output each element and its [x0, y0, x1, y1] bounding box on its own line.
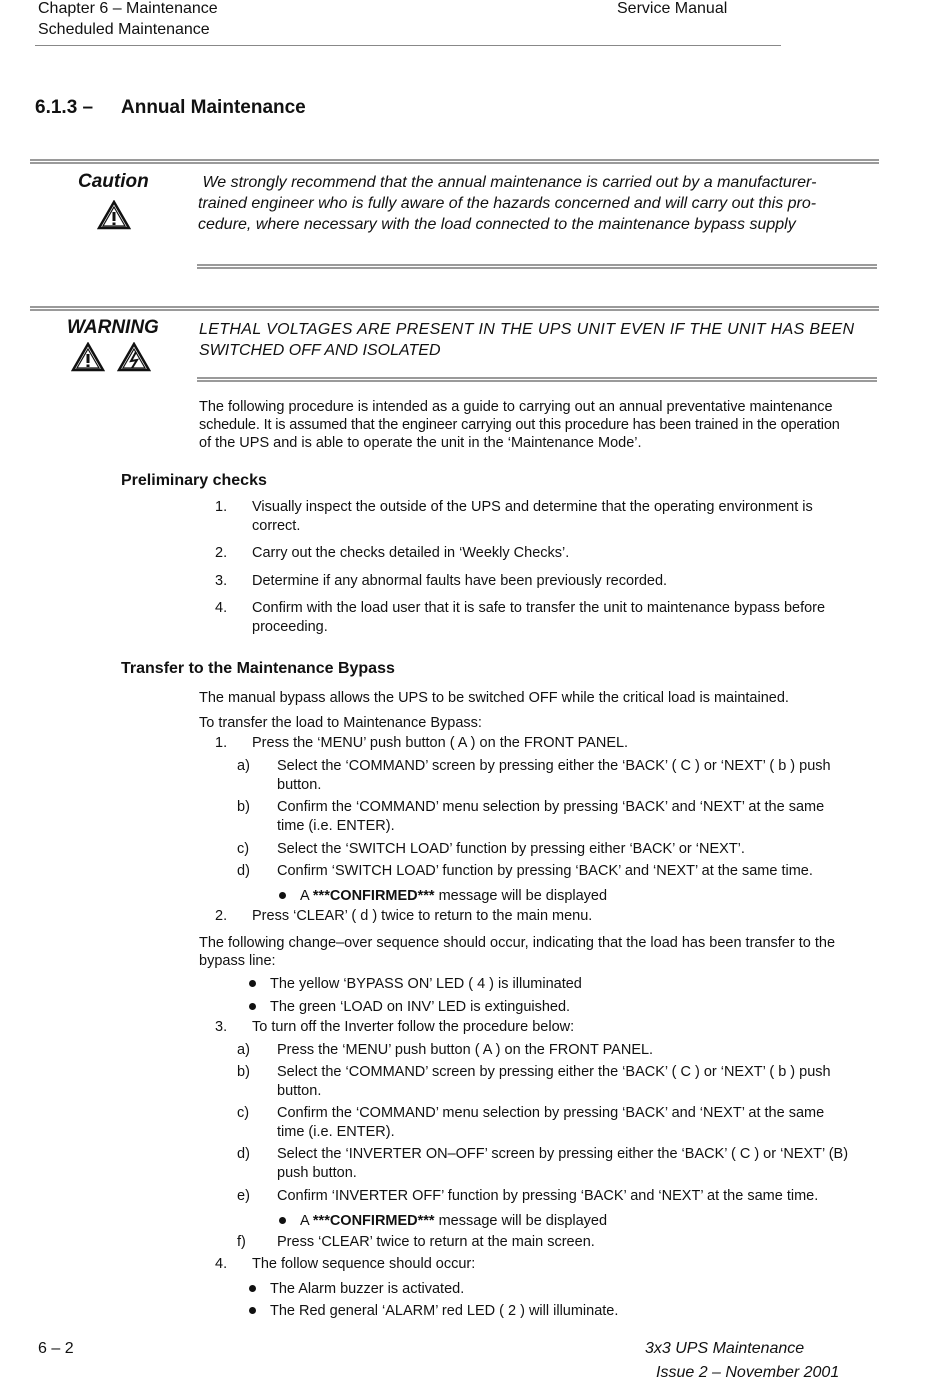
substep-line: Select the ‘INVERTER ON–OFF’ screen by pressing either the ‘BACK’ ( C ) or ‘NEXT’ (B) — [277, 1146, 849, 1162]
bullet-item — [279, 1212, 607, 1231]
caution-line: trained engineer who is fully aware of the hazards concerned and will carry out this pro- — [198, 195, 817, 212]
substep-line: Select the ‘COMMAND’ screen by pressing either the ‘BACK’ ( C ) or ‘NEXT’ ( b ) push — [277, 1064, 831, 1080]
warning-top-rule — [30, 306, 879, 311]
transfer-paragraph: To transfer the load to Maintenance Bypass: — [199, 715, 482, 731]
page-number: 6 – 2 — [38, 1340, 74, 1357]
item-number: 1. — [215, 499, 228, 515]
substep-line: Select the ‘COMMAND’ screen by pressing either the ‘BACK’ ( C ) or ‘NEXT’ ( b ) push — [277, 758, 831, 774]
caution-line: cedure, where necessary with the load connected to the maintenance bypass supply — [198, 216, 796, 233]
changeover-line: The following change–over sequence should occur, indicating that the load has been transfer to the — [199, 935, 836, 951]
warning-text — [199, 319, 883, 361]
confirm-suffix: message will be displayed — [434, 1213, 608, 1229]
item-line: Confirm with the load user that it is safe to transfer the unit to maintenance bypass before — [252, 600, 826, 616]
step-number: 1. — [215, 735, 228, 751]
high-voltage-icon — [117, 342, 151, 372]
substep-letter: e) — [237, 1188, 250, 1204]
bullet-text: The Red general ‘ALARM’ red LED ( 2 ) will illuminate. — [270, 1303, 619, 1319]
item-text — [252, 498, 813, 536]
page-title: Annual Maintenance — [121, 97, 306, 118]
bullet-item — [249, 1280, 464, 1299]
warning-triangle-icon — [71, 342, 105, 372]
bullet-text: The Alarm buzzer is activated. — [270, 1281, 465, 1297]
intro-line: schedule. It is assumed that the engineer carrying out this procedure has been trained in the operation — [199, 417, 840, 433]
step-text: Press ‘CLEAR’ ( d ) twice to return to the main menu. — [252, 908, 593, 924]
bullet-item — [249, 998, 570, 1017]
substep-letter: c) — [237, 841, 250, 857]
step-number: 3. — [215, 1019, 228, 1035]
header-manual: Service Manual — [617, 0, 728, 17]
item-number: 4. — [215, 600, 228, 616]
confirm-bold: ***CONFIRMED*** — [312, 888, 435, 904]
bullet-text: The green ‘LOAD on INV’ LED is extinguished. — [270, 999, 571, 1015]
substep-text — [277, 757, 831, 795]
substep-line: time (i.e. ENTER). — [277, 1124, 395, 1140]
caution-top-rule — [30, 159, 879, 164]
substep-letter: f) — [237, 1234, 246, 1250]
bullet-dot — [279, 1217, 286, 1224]
substep-text: Select the ‘SWITCH LOAD’ function by pressing either ‘BACK’ or ‘NEXT’. — [277, 841, 745, 857]
intro-line: of the UPS and is able to operate the unit in the ‘Maintenance Mode’. — [199, 435, 642, 451]
item-number: 3. — [215, 573, 228, 589]
step-text: The follow sequence should occur: — [252, 1256, 476, 1272]
substep-line: Confirm the ‘COMMAND’ menu selection by pressing ‘BACK’ and ‘NEXT’ at the same — [277, 1105, 825, 1121]
intro-line: The following procedure is intended as a guide to carrying out an annual preventative maintenance — [199, 399, 833, 415]
substep-letter: b) — [237, 799, 250, 815]
bullet-dot — [279, 892, 286, 899]
substep-text: Confirm ‘INVERTER OFF’ function by pressing ‘BACK’ and ‘NEXT’ at the same time. — [277, 1188, 819, 1204]
substep-text — [277, 1145, 848, 1183]
substep-line: button. — [277, 1083, 322, 1099]
confirm-bold: ***CONFIRMED*** — [312, 1213, 435, 1229]
step-text: Press the ‘MENU’ push button ( A ) on the FRONT PANEL. — [252, 735, 629, 751]
bullet-item — [249, 975, 582, 994]
footer-issue: Issue 2 – November 2001 — [656, 1364, 840, 1381]
substep-letter: b) — [237, 1064, 250, 1080]
item-text: Determine if any abnormal faults have been previously recorded. — [252, 573, 668, 589]
caution-bottom-rule — [197, 264, 877, 269]
warning-label: WARNING — [67, 317, 159, 338]
changeover-line: bypass line: — [199, 953, 276, 969]
item-number: 2. — [215, 545, 228, 561]
bullet-dot — [249, 1003, 256, 1010]
substep-letter: c) — [237, 1105, 250, 1121]
substep-text — [277, 798, 824, 836]
header-chapter: Chapter 6 – Maintenance — [38, 0, 218, 17]
substep-line: button. — [277, 777, 322, 793]
substep-letter: d) — [237, 863, 250, 879]
caution-text — [198, 172, 882, 235]
intro-paragraph — [199, 398, 889, 452]
bullet-dot — [249, 1307, 256, 1314]
substep-letter: a) — [237, 758, 250, 774]
header-rule — [35, 45, 781, 46]
bullet-dot — [249, 980, 256, 987]
substep-text: Confirm ‘SWITCH LOAD’ function by pressing ‘BACK’ and ‘NEXT’ at the same time. — [277, 863, 813, 879]
substep-letter: d) — [237, 1146, 250, 1162]
confirm-prefix: A — [300, 1213, 313, 1229]
transfer-paragraph: The manual bypass allows the UPS to be switched OFF while the critical load is maintained. — [199, 690, 789, 706]
substep-line: Confirm the ‘COMMAND’ menu selection by pressing ‘BACK’ and ‘NEXT’ at the same — [277, 799, 825, 815]
warning-triangle-icon — [97, 200, 131, 230]
step-text: To turn off the Inverter follow the procedure below: — [252, 1019, 575, 1035]
warning-line: SWITCHED OFF AND ISOLATED — [199, 342, 441, 359]
header-section: Scheduled Maintenance — [38, 21, 210, 38]
substep-line: time (i.e. ENTER). — [277, 818, 395, 834]
step-number: 4. — [215, 1256, 228, 1272]
caution-line: We strongly recommend that the annual maintenance is carried out by a manufacturer- — [198, 174, 817, 191]
preliminary-heading: Preliminary checks — [121, 472, 267, 489]
substep-text — [277, 1104, 824, 1142]
item-line: correct. — [252, 518, 301, 534]
caution-label: Caution — [78, 171, 149, 192]
substep-text: Press the ‘MENU’ push button ( A ) on the FRONT PANEL. — [277, 1042, 654, 1058]
substep-letter: a) — [237, 1042, 250, 1058]
footer-doc-title: 3x3 UPS Maintenance — [645, 1340, 805, 1357]
substep-line: push button. — [277, 1165, 357, 1181]
item-text — [252, 599, 825, 637]
confirm-prefix: A — [300, 888, 313, 904]
confirm-suffix: message will be displayed — [434, 888, 608, 904]
warning-line: LETHAL VOLTAGES ARE PRESENT IN THE UPS UNIT EVEN IF THE UNIT HAS BEEN — [199, 321, 855, 338]
substep-text: Press ‘CLEAR’ twice to return at the main screen. — [277, 1234, 595, 1250]
warning-bottom-rule — [197, 377, 877, 382]
bullet-item — [279, 887, 607, 906]
item-line: proceeding. — [252, 619, 328, 635]
changeover-paragraph — [199, 934, 889, 970]
bullet-text: The yellow ‘BYPASS ON’ LED ( 4 ) is illuminated — [270, 976, 582, 992]
item-line: Visually inspect the outside of the UPS and determine that the operating environment is — [252, 499, 813, 515]
bullet-dot — [249, 1285, 256, 1292]
substep-text — [277, 1063, 831, 1101]
section-number: 6.1.3 – — [35, 97, 94, 118]
transfer-heading: Transfer to the Maintenance Bypass — [121, 660, 395, 677]
bullet-item — [249, 1302, 618, 1321]
item-text: Carry out the checks detailed in ‘Weekly Checks’. — [252, 545, 570, 561]
step-number: 2. — [215, 908, 228, 924]
